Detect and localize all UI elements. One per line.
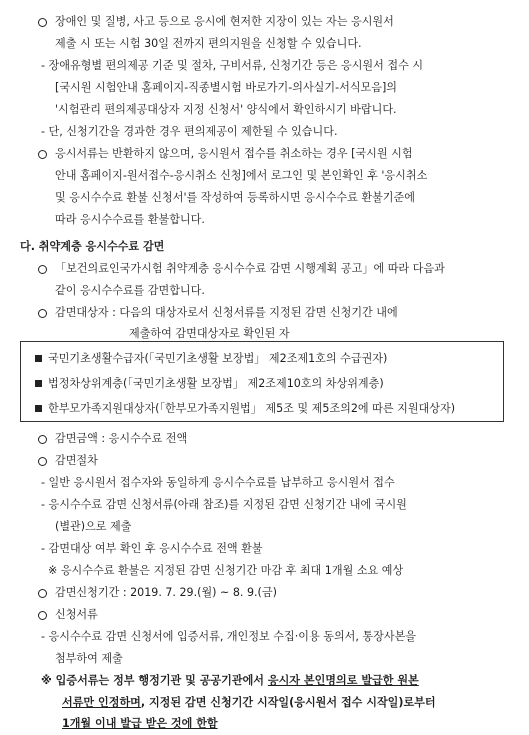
important-note-underlined: 서류만 인정하며 (62, 696, 141, 709)
important-note-underlined: 1개월 이내 발급 받은 것에 한함 (62, 717, 218, 730)
circle-bullet-icon (38, 265, 47, 274)
important-note-underlined: 응시자 본인명의로 발급한 원본 (267, 674, 419, 687)
documents-line1: - 응시수수료 감면 신청서에 입증서류, 개인정보 수집·이용 동의서, 통장사본을 (41, 630, 417, 643)
box-item-2: 법정차상위계층(「국민기초생활 보장법」 제2조제10호의 차상위계층) (48, 377, 384, 390)
procedure-heading: 감면절차 (55, 454, 98, 467)
box-item-3: 한부모가족지원대상자(「한부모가족지원법」 제5조 및 제5조의2에 따른 지원대상자) (48, 402, 456, 415)
refund-text-line1: 응시서류는 반환하지 않으며, 응시원서 접수를 취소하는 경우 [국시원 시험 (55, 147, 413, 160)
documents-line2: 첨부하여 제출 (55, 652, 123, 665)
refund-text-line2: 안내 홈페이지-원서접수-응시취소 신청]에서 로그인 및 본인확인 후 '응시취소 (55, 169, 428, 182)
important-note-part: , 지정된 감면 신청기간 시작일(응시원서 접수 시작일)로부터 (140, 696, 436, 709)
target-line2: 제출하여 감면대상자로 확인된 자 (129, 327, 290, 340)
important-note-line3 (62, 716, 218, 731)
procedure-step-1: - 일반 응시원서 접수자와 동일하게 응시수수료를 납부하고 응시원서 접수 (41, 476, 395, 489)
important-note-line1 (41, 673, 419, 688)
procedure-step-2-line1: - 응시수수료 감면 신청서류(아래 참조)를 지정된 감면 신청기간 내에 국시원 (41, 498, 407, 511)
support-text-line1: 장애인 및 질병, 사고 등으로 응시에 현저한 지장이 있는 자는 응시원서 (55, 15, 394, 28)
procedure-step-2-line2: (별관)으로 제출 (55, 520, 132, 533)
refund-text-line4: 따라 응시수수료를 환불합니다. (55, 213, 205, 226)
square-bullet-icon (35, 405, 42, 412)
circle-bullet-icon (38, 18, 47, 27)
section-d-heading: 다. 취약계층 응시수수료 감면 (20, 240, 165, 253)
procedure-note: ※ 응시수수료 환불은 지정된 감면 신청기간 마감 후 최대 1개월 소요 예상 (48, 564, 404, 577)
circle-bullet-icon (38, 589, 47, 598)
target-line1: 감면대상자 : 다음의 대상자로서 신청서류를 지정된 감면 신청기간 내에 (55, 306, 398, 319)
circle-bullet-icon (38, 457, 47, 466)
support-sub2: - 단, 신청기간을 경과한 경우 편의제공이 제한될 수 있습니다. (41, 125, 338, 138)
period-line: 감면신청기간 : 2019. 7. 29.(월) ~ 8. 9.(금) (55, 586, 277, 599)
documents-heading: 신청서류 (55, 608, 98, 621)
amount-line: 감면금액 : 응시수수료 전액 (55, 432, 188, 445)
circle-bullet-icon (38, 611, 47, 620)
support-sub1-line2: [국시원 시험안내 홈페이지-직종별시험 바로가기-의사실기-서식모음]의 (55, 81, 398, 94)
square-bullet-icon (35, 355, 42, 362)
square-bullet-icon (35, 380, 42, 387)
support-sub1-line1: - 장애유형별 편의제공 기준 및 절차, 구비서류, 신청기간 등은 응시원서 접수 시 (41, 59, 424, 72)
support-sub1-line3: '시험관리 편의제공대상자 지정 신청서' 양식에서 확인하시기 바랍니다. (55, 103, 397, 116)
intro-line1: 「보건의료인국가시험 취약계층 응시수수료 감면 시행계획 공고」에 따라 다음과 (55, 262, 445, 275)
box-item-1: 국민기초생활수급자(「국민기초생활 보장법」 제2조제1호의 수급권자) (48, 352, 388, 365)
circle-bullet-icon (38, 435, 47, 444)
circle-bullet-icon (38, 309, 47, 318)
refund-text-line3: 및 응시수수료 환불 신청서'를 작성하여 등록하시면 응시수수료 환불기준에 (55, 191, 415, 204)
important-note-line2 (62, 695, 436, 710)
support-text-line2: 제출 시 또는 시험 30일 전까지 편의지원을 신청할 수 있습니다. (55, 37, 362, 50)
important-note-part: ※ 입증서류는 정부 행정기관 및 공공기관에서 (41, 674, 268, 687)
intro-line2: 같이 응시수수료를 감면합니다. (55, 284, 205, 297)
circle-bullet-icon (38, 150, 47, 159)
procedure-step-3: - 감면대상 여부 확인 후 응시수수료 전액 환불 (41, 542, 263, 555)
